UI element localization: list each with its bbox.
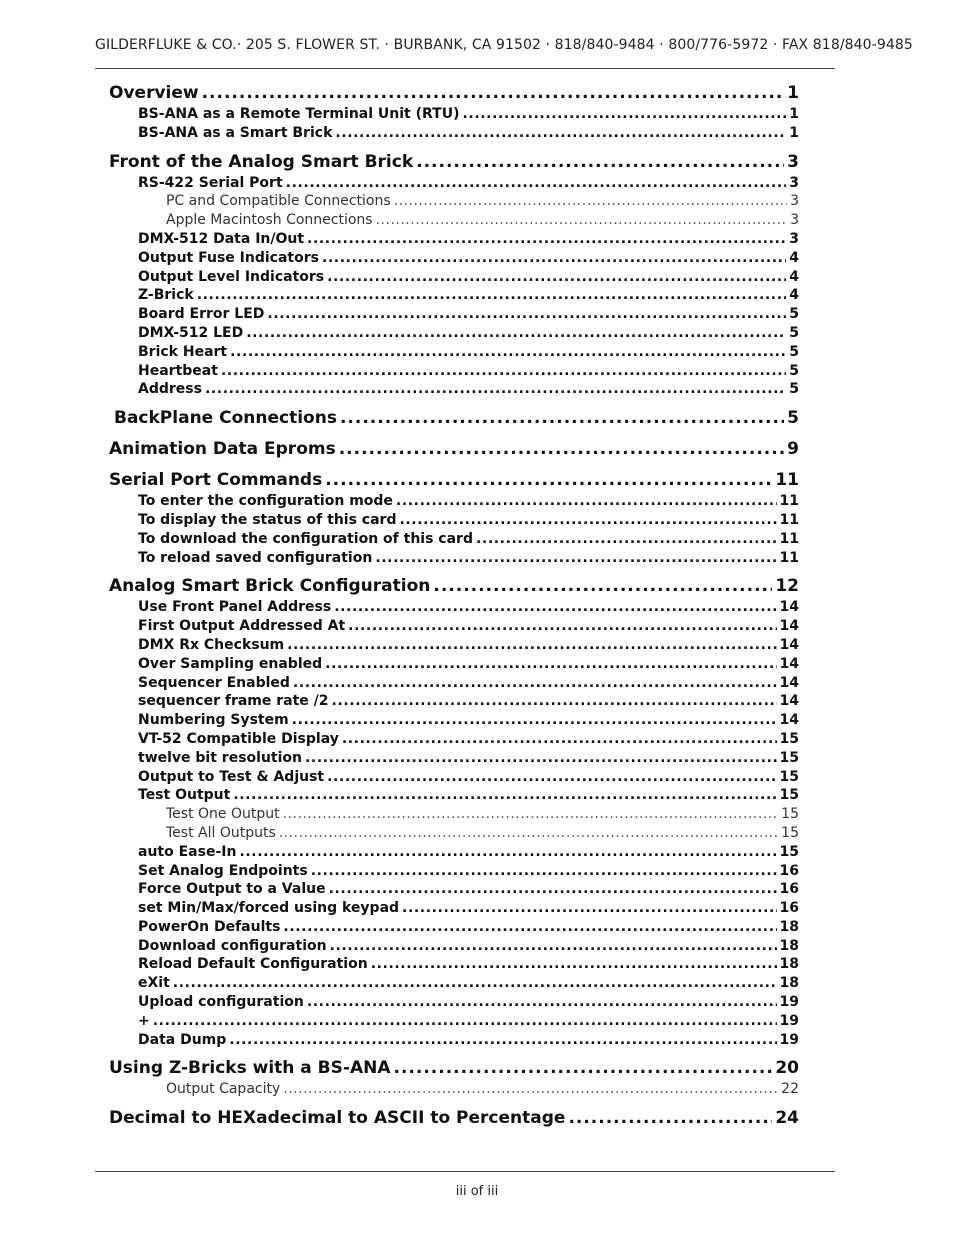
toc-entry[interactable] xyxy=(109,105,799,124)
toc-entry-title: Use Front Panel Address xyxy=(138,599,332,616)
dot-leader xyxy=(402,899,776,918)
dot-leader xyxy=(394,192,787,211)
dot-leader xyxy=(393,1056,772,1080)
dot-leader xyxy=(279,824,778,843)
dot-leader xyxy=(283,805,779,824)
toc-entry[interactable] xyxy=(109,786,799,805)
dot-leader xyxy=(325,655,776,674)
toc-entry-title: Force Output to a Value xyxy=(138,881,326,898)
dot-leader xyxy=(239,843,776,862)
dot-leader xyxy=(153,1012,777,1031)
toc-entry-page: 11 xyxy=(779,493,799,510)
dot-leader xyxy=(332,692,777,711)
toc-entry-title: First Output Addressed At xyxy=(138,618,346,635)
toc-entry-title: Numbering System xyxy=(138,712,289,729)
toc-entry[interactable] xyxy=(109,862,799,881)
dot-leader xyxy=(335,124,786,143)
toc-entry-title: Using Z-Bricks with a BS-ANA xyxy=(109,1058,391,1079)
toc-entry-title: DMX Rx Checksum xyxy=(138,636,285,653)
toc-entry-page: 22 xyxy=(781,1081,799,1098)
toc-entry[interactable] xyxy=(109,574,799,598)
toc-entry-page: 18 xyxy=(779,975,799,992)
dot-leader xyxy=(246,324,786,343)
toc-entry-title: Heartbeat xyxy=(138,362,218,379)
dot-leader xyxy=(233,786,776,805)
toc-entry[interactable] xyxy=(109,362,799,381)
dot-leader xyxy=(287,636,776,655)
toc-entry-page: 11 xyxy=(779,511,799,528)
toc-entry-title: Output Capacity xyxy=(166,1081,281,1098)
toc-entry[interactable] xyxy=(109,81,799,105)
toc-entry-page: 3 xyxy=(790,193,799,210)
toc-entry[interactable] xyxy=(109,174,799,193)
toc-entry[interactable] xyxy=(109,1080,799,1099)
toc-entry-page: 15 xyxy=(781,824,799,841)
toc-entry-title: Animation Data Eproms xyxy=(109,439,336,460)
toc-entry-page: 14 xyxy=(779,636,799,653)
dot-leader xyxy=(197,286,787,305)
toc-entry-page: 18 xyxy=(779,956,799,973)
toc-entry-title: auto Ease-In xyxy=(138,843,237,860)
toc-entry-page: 15 xyxy=(779,749,799,766)
dot-leader xyxy=(371,955,777,974)
dot-leader xyxy=(322,249,786,268)
dot-leader xyxy=(327,268,786,287)
toc-entry-page: 14 xyxy=(779,599,799,616)
header-rule xyxy=(95,68,835,69)
toc-entry[interactable] xyxy=(109,492,799,511)
toc-entry-title: Serial Port Commands xyxy=(109,470,323,491)
toc-entry-title: set Min/Max/forced using keypad xyxy=(138,900,400,917)
toc-entry-page: 24 xyxy=(775,1108,799,1129)
dot-leader xyxy=(327,768,776,787)
toc-entry-title: sequencer frame rate /2 xyxy=(138,693,329,710)
dot-leader xyxy=(307,230,786,249)
toc-entry[interactable] xyxy=(109,598,799,617)
toc-entry-title: Address xyxy=(138,381,202,398)
toc-entry-title: BackPlane Connections xyxy=(114,408,337,429)
toc-entry-page: 5 xyxy=(789,381,799,398)
toc-entry[interactable] xyxy=(109,1106,799,1130)
toc-entry-title: eXit xyxy=(138,975,170,992)
toc-entry-page: 4 xyxy=(789,287,799,304)
dot-leader xyxy=(325,468,772,492)
toc-entry[interactable] xyxy=(109,343,799,362)
toc-entry[interactable] xyxy=(109,674,799,693)
dot-leader xyxy=(416,150,784,174)
toc-entry[interactable] xyxy=(109,1056,799,1080)
toc-entry[interactable] xyxy=(109,918,799,937)
toc-entry-page: 3 xyxy=(789,174,799,191)
toc-entry-title: Test One Output xyxy=(166,806,280,823)
dot-leader xyxy=(307,993,777,1012)
company-header-text: GILDERFLUKE & CO.· 205 S. FLOWER ST. · BURBANK, CA 91502 · 818/840-9484 · 800/776-5972 · FAX 818/840-9485 xyxy=(95,37,913,53)
toc-entry-title: Output Level Indicators xyxy=(138,268,325,285)
toc-entry-title: Upload configuration xyxy=(138,994,304,1011)
dot-leader xyxy=(399,511,776,530)
dot-leader xyxy=(205,380,786,399)
toc-entry-page: 5 xyxy=(787,408,799,429)
toc-entry-title: Decimal to HEXadecimal to ASCII to Percentage xyxy=(109,1108,566,1129)
toc-entry-page: 14 xyxy=(779,712,799,729)
toc-entry-page: 14 xyxy=(779,674,799,691)
toc-entry-title: VT-52 Compatible Display xyxy=(138,730,339,747)
dot-leader xyxy=(339,437,784,461)
toc-entry-page: 3 xyxy=(790,212,799,229)
toc-entry-title: DMX-512 LED xyxy=(138,324,244,341)
toc-entry[interactable] xyxy=(109,211,799,230)
toc-entry-title: To enter the configuration mode xyxy=(138,493,393,510)
dot-leader xyxy=(340,406,784,430)
dot-leader xyxy=(283,918,776,937)
toc-entry[interactable] xyxy=(109,636,799,655)
toc-entry-title: To display the status of this card xyxy=(138,511,397,528)
toc-entry-page: 5 xyxy=(789,306,799,323)
page-header xyxy=(95,37,913,53)
toc-entry-title: DMX-512 Data In/Out xyxy=(138,230,305,247)
toc-entry-title: PC and Compatible Connections xyxy=(166,193,391,210)
toc-entry-page: 11 xyxy=(779,549,799,566)
toc-entry-page: 18 xyxy=(779,937,799,954)
toc-entry-title: PowerOn Defaults xyxy=(138,918,281,935)
toc-entry-page: 1 xyxy=(789,124,799,141)
toc-entry[interactable] xyxy=(109,692,799,711)
dot-leader xyxy=(476,530,777,549)
toc-entry-page: 1 xyxy=(787,83,799,103)
toc-entry-page: 19 xyxy=(779,1031,799,1048)
toc-entry[interactable] xyxy=(109,955,799,974)
page-number: iii of iii xyxy=(455,1184,499,1199)
toc-entry[interactable] xyxy=(109,549,799,568)
toc-entry-page: 1 xyxy=(789,106,799,122)
toc-entry[interactable] xyxy=(109,1031,799,1050)
dot-leader xyxy=(330,937,777,956)
toc-entry-title: Analog Smart Brick Configuration xyxy=(109,576,431,597)
toc-entry-title: Output to Test & Adjust xyxy=(138,768,325,785)
toc-entry[interactable] xyxy=(109,880,799,899)
toc-entry[interactable] xyxy=(109,305,799,324)
toc-entry-page: 4 xyxy=(789,249,799,266)
toc-entry-title: Overview xyxy=(109,83,199,103)
toc-entry-title: To reload saved configuration xyxy=(138,549,373,566)
toc-entry-page: 16 xyxy=(779,900,799,917)
toc-entry[interactable] xyxy=(109,530,799,549)
toc-entry-page: 20 xyxy=(775,1058,799,1079)
toc-entry-title: + xyxy=(138,1012,150,1029)
toc-entry-title: Set Analog Endpoints xyxy=(138,862,308,879)
dot-leader xyxy=(292,711,777,730)
toc-entry-page: 15 xyxy=(779,843,799,860)
toc-entry-title: Data Dump xyxy=(138,1031,227,1048)
toc-entry[interactable] xyxy=(109,406,799,430)
dot-leader xyxy=(375,549,776,568)
toc-entry-title: RS-422 Serial Port xyxy=(138,174,283,191)
toc-entry[interactable] xyxy=(109,730,799,749)
dot-leader xyxy=(311,862,777,881)
toc-entry[interactable] xyxy=(109,824,799,843)
toc-entry-page: 3 xyxy=(789,230,799,247)
toc-entry[interactable] xyxy=(109,899,799,918)
toc-entry-title: Test Output xyxy=(138,787,231,804)
toc-entry-title: Z-Brick xyxy=(138,287,194,304)
dot-leader xyxy=(230,343,786,362)
toc-entry-page: 19 xyxy=(779,994,799,1011)
toc-entry-page: 19 xyxy=(779,1012,799,1029)
toc-entry[interactable] xyxy=(109,468,799,492)
dot-leader xyxy=(202,81,785,105)
footer-rule xyxy=(95,1171,835,1172)
dot-leader xyxy=(267,305,786,324)
dot-leader xyxy=(396,492,777,511)
toc-entry[interactable] xyxy=(109,1012,799,1031)
toc-entry[interactable] xyxy=(109,749,799,768)
dot-leader xyxy=(329,880,777,899)
table-of-contents xyxy=(109,81,799,1130)
toc-entry-title: To download the configuration of this card xyxy=(138,530,473,547)
toc-entry-title: Reload Default Configuration xyxy=(138,956,368,973)
toc-entry[interactable] xyxy=(109,617,799,636)
toc-entry[interactable] xyxy=(109,974,799,993)
toc-entry-page: 14 xyxy=(779,693,799,710)
toc-entry-title: Brick Heart xyxy=(138,343,228,360)
toc-entry-title: twelve bit resolution xyxy=(138,749,302,766)
toc-entry[interactable] xyxy=(109,380,799,399)
dot-leader xyxy=(342,730,777,749)
toc-entry-page: 11 xyxy=(775,470,799,491)
toc-entry-page: 5 xyxy=(789,324,799,341)
dot-leader xyxy=(283,1080,778,1099)
toc-entry-page: 14 xyxy=(779,655,799,672)
toc-entry-page: 3 xyxy=(787,151,799,172)
toc-entry-title: Output Fuse Indicators xyxy=(138,249,319,266)
dot-leader xyxy=(286,174,787,193)
dot-leader xyxy=(376,211,787,230)
toc-entry[interactable] xyxy=(109,843,799,862)
dot-leader xyxy=(229,1031,776,1050)
dot-leader xyxy=(568,1106,772,1130)
toc-entry[interactable] xyxy=(109,268,799,287)
toc-entry[interactable] xyxy=(109,230,799,249)
toc-entry[interactable] xyxy=(109,192,799,211)
toc-entry-page: 12 xyxy=(775,576,799,597)
toc-entry-page: 16 xyxy=(779,862,799,879)
toc-entry-page: 15 xyxy=(781,806,799,823)
page-footer xyxy=(0,1184,954,1199)
toc-entry[interactable] xyxy=(109,437,799,461)
toc-entry[interactable] xyxy=(109,249,799,268)
toc-entry-title: Board Error LED xyxy=(138,306,265,323)
toc-entry[interactable] xyxy=(109,150,799,174)
toc-entry-page: 15 xyxy=(779,768,799,785)
toc-entry-page: 15 xyxy=(779,787,799,804)
toc-entry-page: 5 xyxy=(789,343,799,360)
toc-entry-title: Over Sampling enabled xyxy=(138,655,323,672)
toc-entry-title: Download configuration xyxy=(138,937,327,954)
toc-entry-page: 16 xyxy=(779,881,799,898)
toc-entry-title: BS-ANA as a Smart Brick xyxy=(138,124,333,141)
toc-entry[interactable] xyxy=(109,655,799,674)
dot-leader xyxy=(334,598,776,617)
toc-entry-title: Front of the Analog Smart Brick xyxy=(109,151,414,172)
toc-entry-title: Apple Macintosh Connections xyxy=(166,212,373,229)
toc-entry-page: 5 xyxy=(789,362,799,379)
toc-entry[interactable] xyxy=(109,711,799,730)
toc-entry[interactable] xyxy=(109,324,799,343)
dot-leader xyxy=(221,362,786,381)
toc-entry-title: BS-ANA as a Remote Terminal Unit (RTU) xyxy=(138,106,460,122)
dot-leader xyxy=(462,105,786,124)
toc-entry-page: 11 xyxy=(779,530,799,547)
toc-entry[interactable] xyxy=(109,124,799,143)
dot-leader xyxy=(305,749,777,768)
toc-entry-title: Test All Outputs xyxy=(166,824,276,841)
dot-leader xyxy=(348,617,776,636)
toc-entry-page: 18 xyxy=(779,918,799,935)
toc-entry-title: Sequencer Enabled xyxy=(138,674,290,691)
dot-leader xyxy=(433,574,772,598)
dot-leader xyxy=(293,674,777,693)
toc-entry-page: 9 xyxy=(787,439,799,460)
toc-entry[interactable] xyxy=(109,286,799,305)
dot-leader xyxy=(173,974,777,993)
toc-entry-page: 15 xyxy=(779,730,799,747)
toc-entry[interactable] xyxy=(109,805,799,824)
toc-entry[interactable] xyxy=(109,511,799,530)
toc-entry[interactable] xyxy=(109,993,799,1012)
toc-entry-page: 14 xyxy=(779,618,799,635)
toc-entry[interactable] xyxy=(109,937,799,956)
toc-entry-page: 4 xyxy=(789,268,799,285)
toc-entry[interactable] xyxy=(109,768,799,787)
